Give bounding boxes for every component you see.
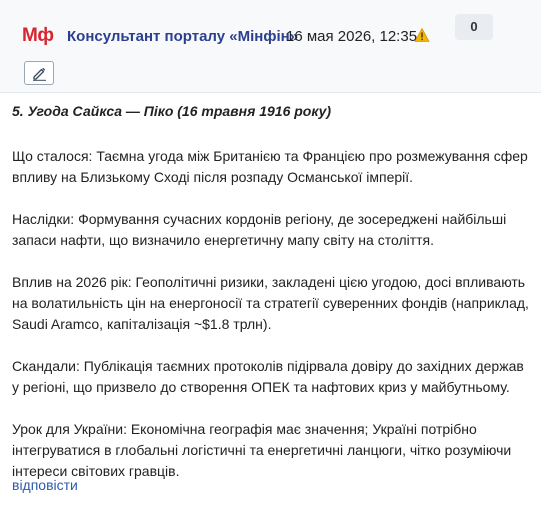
paragraph-what-happened: Що сталося: Таємна угода між Британією та Францією про розмежування сфер впливу на Близькому Сході після розпаду Османської імперії. bbox=[12, 148, 528, 185]
author-link[interactable]: Консультант порталу «Мінфін» bbox=[67, 28, 299, 45]
minfin-logo: Мф bbox=[22, 25, 54, 46]
pencil-icon bbox=[32, 66, 47, 81]
warning-triangle-icon[interactable] bbox=[414, 27, 430, 43]
post-title: 5. Угода Сайкса — Піко (16 травня 1916 року) bbox=[12, 103, 332, 119]
paragraph-scandals: Скандали: Публікація таємних протоколів підірвала довіру до західних держав у регіоні, що призвело до створення ОПЕК та нафтових криз у майбутньому. bbox=[12, 358, 524, 395]
edit-button[interactable] bbox=[24, 61, 54, 85]
paragraph-lesson-ukraine: Урок для України: Економічна географія має значення; Україні потрібно інтегруватися в глобальні логістичні та енергетичні ланцюги, чітко розуміючи інтереси світових гравців. bbox=[12, 421, 512, 479]
paragraph-impact-2026: Вплив на 2026 рік: Геополітичні ризики, закладені цією угодою, досі впливають на волатильність цін на енергоносії та стратегії суверенних фондів (наприклад, Saudi Aramco, капіталізація ~$1.8 трлн). bbox=[12, 274, 529, 332]
post-datetime: 16 мая 2026, 12:35 bbox=[286, 28, 418, 45]
post-header bbox=[0, 0, 541, 93]
reply-link[interactable]: відповісти bbox=[12, 477, 78, 493]
rating-counter[interactable]: 0 bbox=[455, 14, 493, 40]
paragraph-consequences: Наслідки: Формування сучасних кордонів регіону, де зосереджені найбільші запаси нафти, що визначило енергетичну мапу світу на століття. bbox=[12, 211, 507, 248]
